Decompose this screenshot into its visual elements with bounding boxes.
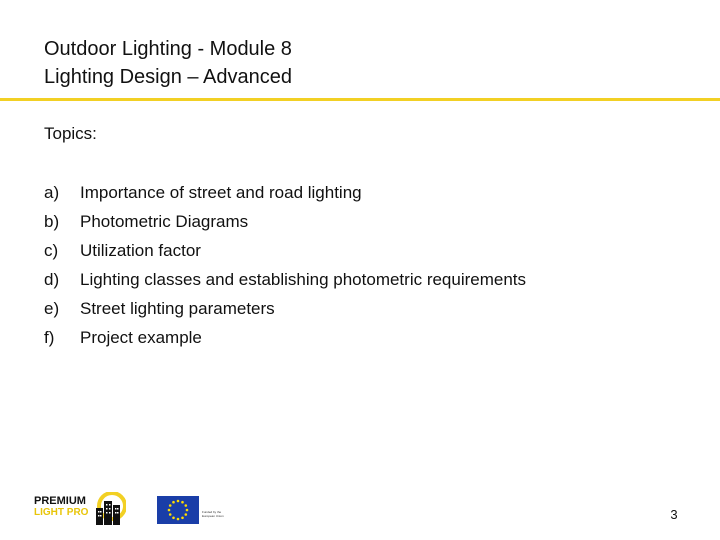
eu-flag-icon (157, 496, 199, 524)
eu-funding-logo (157, 496, 235, 526)
building-icon (92, 492, 126, 526)
slide-title-line-1: Outdoor Lighting - Module 8 (44, 38, 292, 60)
title-divider (0, 98, 720, 101)
topic-letter: f) (44, 327, 55, 347)
topic-text: Photometric Diagrams (80, 211, 249, 231)
topic-list (44, 178, 526, 352)
topics-heading: Topics: (44, 124, 97, 143)
topic-letter: d) (44, 269, 60, 289)
logo-text-line-2: LIGHT PRO (34, 507, 89, 518)
page-number: 3 (670, 507, 678, 522)
topic-text: Lighting classes and establishing photometric requirements (80, 269, 527, 289)
slide-title-line-2: Lighting Design – Advanced (44, 66, 292, 88)
topic-item (44, 178, 526, 207)
slide-title (44, 35, 292, 91)
topic-text: Utilization factor (80, 240, 201, 260)
topic-item (44, 265, 526, 294)
topic-item (44, 236, 526, 265)
topic-text: Project example (80, 327, 202, 347)
topic-letter: e) (44, 298, 60, 318)
topic-item (44, 323, 526, 352)
logo-text-line-1: PREMIUM (34, 495, 86, 507)
topic-item (44, 207, 526, 236)
eu-funding-text: Funded by the European Union (202, 510, 224, 518)
topic-letter: a) (44, 182, 60, 202)
topic-text: Street lighting parameters (80, 298, 275, 318)
topic-letter: b) (44, 211, 60, 231)
premium-light-pro-logo (34, 492, 126, 526)
topic-text: Importance of street and road lighting (80, 182, 362, 202)
topic-item (44, 294, 526, 323)
topic-letter: c) (44, 240, 59, 260)
